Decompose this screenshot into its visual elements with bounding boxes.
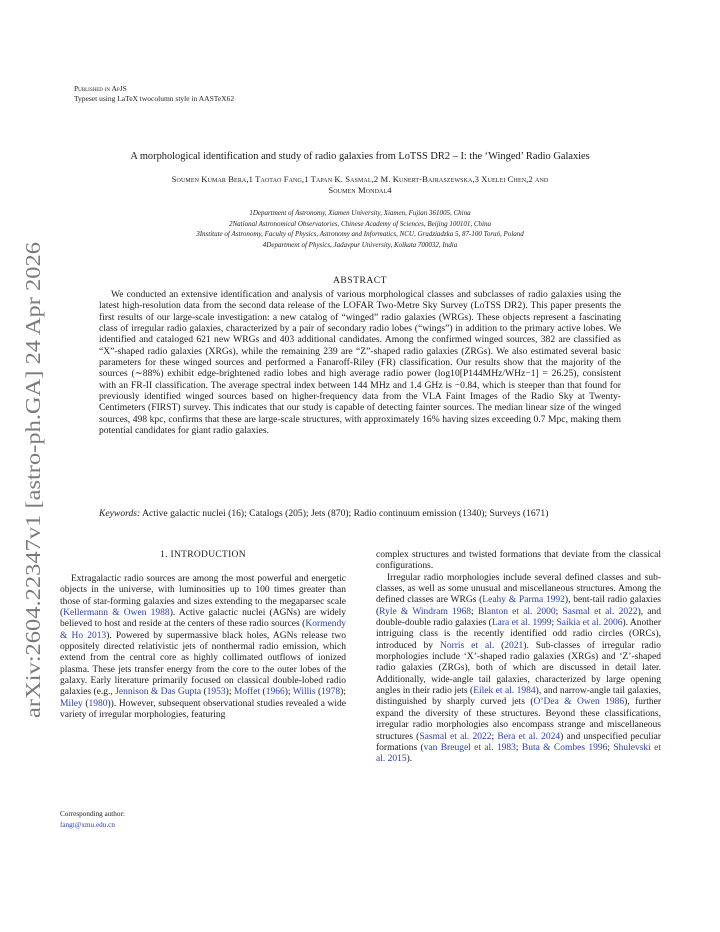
abstract-body <box>99 289 621 436</box>
text-run: )). However, subsequent observational studies revealed a wide variety of irregular morphologies, featuring <box>60 698 346 721</box>
citation-link[interactable]: Moffet <box>233 687 261 698</box>
citation-link[interactable]: 1978 <box>321 687 341 698</box>
text-run: ), further expand the diversity of these structures. Beyond these classifications, irregular radio morphologies also encompass strange and miscellaneous structures ( <box>376 697 661 742</box>
affiliation-3: 3Institute of Astronomy, Faculty of Physics, Astronomy and Informatics, NCU, Grudziadzka 5, 87-100 Toruń, Poland <box>196 230 524 239</box>
citation-link[interactable]: Eilek et al. 1984 <box>473 686 536 697</box>
keywords-text: Active galactic nuclei (16); Catalogs (205); Jets (870); Radio continuum emission (1340); Surveys (1671) <box>142 508 549 519</box>
affiliations <box>90 208 630 250</box>
text-run: Irregular radio morphologies include several defined classes and sub-classes, as well as some unusual and miscellaneous structures. Among the defined classes are WRGs ( <box>376 572 661 606</box>
text-run: ); <box>284 687 293 698</box>
citation-link[interactable]: Ryle & Windram 1968 <box>379 606 472 617</box>
abstract-text: We conducted an extensive identification and analysis of various morphological classes and subclasses of radio galaxies using the latest high-resolution data from the second data release of the LOFAR Two-Metre Sky Survey (LoTSS DR2). This paper presents the first results of our large-scale investigation: a new catalog of “winged” radio galaxies (WRGs). These objects represent a fascinating class of irregular radio galaxies, characterized by a pair of secondary radio lobes (“wings”) in addition to the primary active lobes. We identified and cataloged 621 new WRGs and 403 additional candidates. Among the confirmed winged sources, 382 are classified as “X”-shaped radio galaxies (XRGs), while the remaining 239 are “Z”-shaped radio galaxies (ZRGs). We also estimated several basic parameters for these winged sources and performed a Fanaroff-Riley (FR) classification. Our results show that the majority of the sources (∼88%) exhibit edge-brightened radio lobes and high average radio power (log10[P144MHz/WHz−1] = 26.25), consistent with an FR-II classification. The average spectral index between 144 MHz and 1.4 GHz is −0.84, which is steeper than that found for previously identified winged sources based on higher-frequency data from the VLA Faint Images of the Radio Sky at Twenty-Centimeters (FIRST) survey. This indicates that our study is capable of detecting fainter sources. The median linear size of the winged sources, 498 kpc, confirms that these are large-scale structures, with approximately 16% having sizes exceeding 0.7 Mpc, making them potential candidates for giant radio galaxies. <box>99 289 621 437</box>
journal-header <box>74 84 234 104</box>
text-run: ). <box>406 754 413 765</box>
author-line-1: Soumen Kumar Bera,1 Taotao Fang,1 Tapan K. Sasmal,2 M. Kunert-Bajraszewska,3 Xuelei Chen,2 and <box>171 174 549 184</box>
intro-paragraph-1 <box>60 574 346 721</box>
text-run: ), and narrow-angle tail galaxies, distinguished by sharply curved jets ( <box>376 686 661 708</box>
citation-link[interactable]: Leahy & Parma 1992 <box>482 595 565 606</box>
text-run: ; <box>491 731 498 742</box>
text-run: ( <box>260 687 266 698</box>
intro-right-column <box>376 550 661 766</box>
text-run: ), bent-tail radio galaxies ( <box>376 595 661 617</box>
text-run: ), and double-double radio galaxies ( <box>376 606 662 629</box>
corresponding-author <box>60 809 125 831</box>
text-run: ( <box>82 698 89 709</box>
text-run: ; <box>607 742 614 753</box>
text-run: ( <box>201 687 207 698</box>
intro-continued-paragraph: complex structures and twisted formations that deviate from the classical configurations. <box>376 550 661 572</box>
keywords <box>99 508 621 519</box>
text-run: ). Sub-classes of irregular radio morphologies include ‘X’-shaped radio galaxies (XRGs) and ‘Z’-shaped radio galaxies (ZRGs), both of which are discussed in detail later. Additionally, wide-angle tail galaxies, characterized by large opening angles in their radio jets ( <box>376 640 661 697</box>
citation-link[interactable]: van Breugel et al. 1983 <box>423 742 516 753</box>
citation-link[interactable]: Lara et al. 1999 <box>491 618 552 629</box>
arxiv-stamp <box>4 230 56 730</box>
citation-link[interactable]: Buta & Combes 1996 <box>521 742 608 753</box>
affiliation-4: 4Department of Physics, Jadavpur University, Kolkata 700032, India <box>262 240 458 249</box>
citation-link[interactable]: Blanton et al. 2000 <box>477 606 556 617</box>
citation-link[interactable]: Sasmal et al. 2022 <box>419 731 492 742</box>
text-run: ( <box>315 687 322 698</box>
citation-link[interactable]: 2021 <box>504 640 524 651</box>
arxiv-stamp-svg <box>4 230 56 730</box>
published-line: Published in ApJS <box>74 84 127 93</box>
text-run: ). Another intriguing class is the recently identified odd radio circles (ORCs), introduced by <box>376 618 661 651</box>
author-line-2: Soumen Mondal4 <box>328 185 392 195</box>
corresponding-email-link[interactable]: fangt@xmu.edu.cn <box>60 821 115 829</box>
arxiv-id: arXiv:2604.22347v1 [astro-ph.GA] 24 Apr 2026 <box>21 299 45 718</box>
paper-title: A morphological identification and study of radio galaxies from LoTSS DR2 – I: the ‘Winged’ Radio Galaxies <box>130 151 590 162</box>
intro-left-column <box>60 574 346 721</box>
keywords-label: Keywords: <box>99 508 141 519</box>
text-run: ; <box>551 618 557 629</box>
citation-link[interactable]: Bera et al. 2024 <box>497 731 561 742</box>
text-run: ) and unspecified peculiar formations ( <box>376 731 662 753</box>
text-run: ; <box>555 606 563 617</box>
citation-link[interactable]: O’Dea & Owen 1986 <box>533 697 625 708</box>
corresponding-label: Corresponding author: <box>60 810 125 818</box>
citation-link[interactable]: 1953 <box>206 687 226 698</box>
citation-link[interactable]: Norris et al. <box>439 640 495 651</box>
text-run: ); <box>340 687 346 698</box>
citation-link[interactable]: Shulevski et al. 2015 <box>376 742 662 765</box>
abstract-heading: ABSTRACT <box>332 275 388 286</box>
text-run: ). Active galactic nuclei (AGNs) are widely believed to host and reside at the centers of these radio sources ( <box>60 608 346 630</box>
text-run: ( <box>494 640 505 651</box>
affiliation-1: 1Department of Astronomy, Xiamen University, Xiamen, Fujian 361005, China <box>249 209 471 217</box>
intro-paragraph-2 <box>376 573 661 766</box>
section-heading: 1. INTRODUCTION <box>160 550 246 560</box>
author-list <box>110 174 610 196</box>
citation-link[interactable]: Sasmal et al. 2022 <box>562 606 638 617</box>
citation-link[interactable]: Saikia et al. 2006 <box>556 618 623 629</box>
citation-link[interactable]: Kellermann & Owen 1988 <box>63 608 170 619</box>
citation-link[interactable]: Jennison & Das Gupta <box>115 687 202 698</box>
citation-link[interactable]: Miley <box>60 698 83 709</box>
text-run: Extragalactic radio sources are among the most powerful and energetic objects in the universe, with luminosities up to 100 times greater than those of star-forming galaxies and sizes extending to the megaparsec scale ( <box>60 574 346 619</box>
text-run: ); <box>225 687 234 698</box>
citation-link[interactable]: Kormendy & Ho 2013 <box>60 619 346 641</box>
text-run: ; <box>515 742 522 753</box>
citation-link[interactable]: Willis <box>292 687 316 698</box>
citation-link[interactable]: 1980 <box>88 698 108 709</box>
text-run: ). Powered by supermassive black holes, AGNs release two oppositely directed relativistic jets of nonthermal radio emission, which extend from the central core as highly collimated outflows of ionized plasma. These jets transfer energy from the core to the outer lobes of the galaxy. Early literature primarily focused on classical double-lobed radio galaxies (e.g., <box>60 630 346 698</box>
citation-link[interactable]: 1966 <box>265 687 285 698</box>
typeset-line: Typeset using LaTeX twocolumn style in AASTeX62 <box>74 94 235 103</box>
text-run: ; <box>471 606 478 617</box>
affiliation-2: 2National Astronomical Observatories, Chinese Academy of Sciences, Beijing 100101, China <box>229 219 491 228</box>
